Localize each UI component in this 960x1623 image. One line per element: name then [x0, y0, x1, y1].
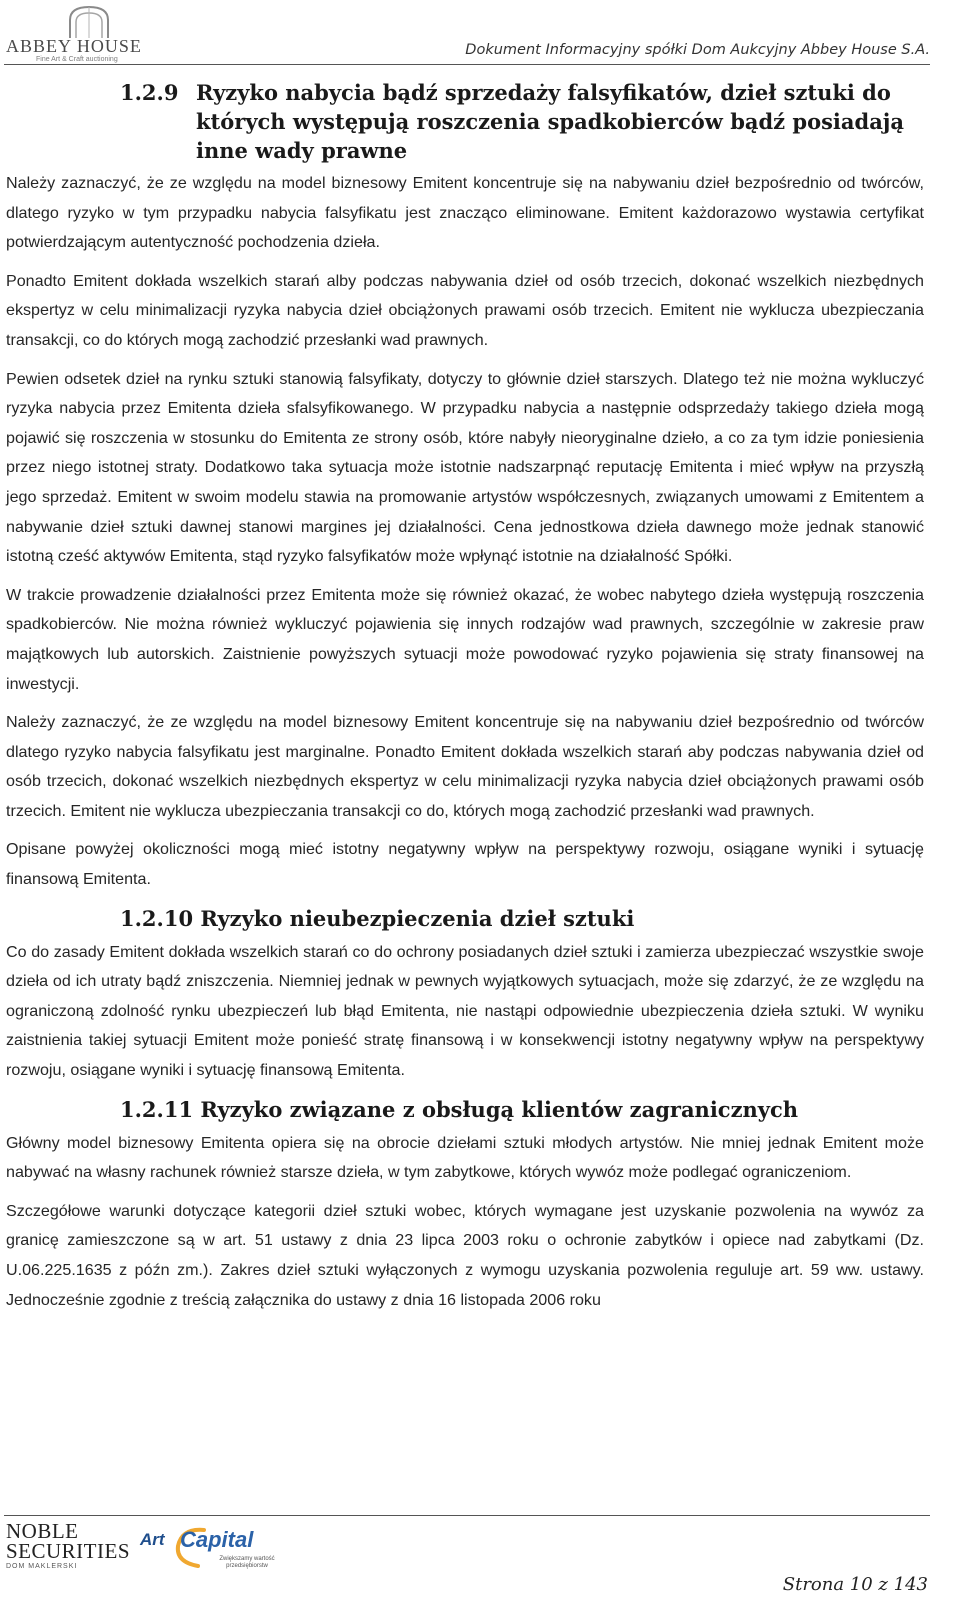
section-heading-1-2-11 — [6, 1095, 924, 1124]
logo-name: ABBEY HOUSE — [6, 36, 142, 56]
noble-securities-logo — [6, 1521, 136, 1585]
section-title: Ryzyko związane z obsługą klientów zagranicznych — [200, 1096, 799, 1122]
paragraph: Główny model biznesowy Emitenta opiera się na obrocie dziełami sztuki młodych artystów. Nie mniej jednak Emitent może nabywać na własny rachunek również starsze dzieła, w tym zabytkowe, których wywóz może podlegać ograniczeniom. — [6, 1133, 924, 1182]
noble-logo-line2: SECURITIES — [6, 1539, 131, 1563]
page-number: Strona 10 z 143 — [782, 1574, 928, 1595]
section-heading-1-2-10 — [6, 904, 924, 933]
section-number: 1.2.10 — [120, 905, 194, 931]
section-number: 1.2.11 — [120, 1096, 194, 1122]
paragraph: Pewien odsetek dzieł na rynku sztuki stanowią falsyfikaty, dotyczy to głównie dzieł starszych. Dlatego też nie można wykluczyć ryzyka nabycia przez Emitenta dzieła sfalsyfikowanego. W przypadku nabycia a następnie odsprzedaży takiego dzieła mogą pojawić się roszczenia w stosunku do Emitenta ze strony osób, które nabyły nieoryginalne dzieło, a co za tym idzie poniesienia przez niego istotnej straty. Dodatkowo taka sytuacja może istotnie nadszarpnąć reputację Emitenta i mieć wpływ na przyszłą jego sprzedaż. Emitent w swoim modelu stawia na promowanie artystów współczesnych, związanych umowami z Emitentem a nabywanie dzieł sztuki dawnej stanowi margines jej działalności. Cena jednostkowa dzieła dawnego może jednak stanowić istotną cześć aktywów Emitenta, stąd ryzyko falsyfikatów może wpłynąć istotnie na działalność Spółki. — [6, 369, 924, 566]
footer-divider — [4, 1515, 930, 1516]
paragraph: Należy zaznaczyć, że ze względu na model biznesowy Emitent koncentruje się na nabywaniu dzieł bezpośrednio od twórców dlatego ryzyko nabycia falsyfikatu jest marginalne. Ponadto Emitent dokłada wszelkich starań aby podczas nabywania dzieł od osób trzecich, dokonać wszelkich niezbędnych ekspertyz w celu minimalizacji ryzyka nabycia dzieł obciążonych prawami osób trzecich. Emitent nie wyklucza ubezpieczania transakcji co do, których mogą zachodzić przesłanki wad prawnych. — [6, 713, 924, 820]
section-title: Ryzyko nabycia bądź sprzedaży falsyfikatów, dzieł sztuki do których występują roszczenia spadkobierców bądź posiadają inne wady prawne — [196, 80, 905, 163]
art-word: Art — [140, 1530, 165, 1549]
arch-icon — [66, 4, 112, 38]
art-capital-tagline: Zwiększamy wartość przedsiębiorstw — [219, 1556, 275, 1569]
paragraph: Należy zaznaczyć, że ze względu na model biznesowy Emitent koncentruje się na nabywaniu dzieł bezpośrednio od twórców, dlatego ryzyko w tym przypadku nabycia falsyfikatu jest znacząco eliminowane. Emitent każdorazowo wystawia certyfikat potwierdzającym autentyczność pochodzenia dzieła. — [6, 174, 924, 252]
page-header — [0, 0, 960, 66]
section-heading-1-2-9 — [6, 78, 924, 165]
capital-word: Capital — [180, 1527, 254, 1552]
paragraph: Szczegółowe warunki dotyczące kategorii dzieł sztuki wobec, których wymagane jest uzyskanie pozwolenia na wywóz za granicę zamieszczone są w art. 51 ustawy z dnia 23 lipca 2003 roku o ochronie zabytków i opiece nad zabytkami (Dz. U.06.225.1635 z późn zm.). Zakres dzieł sztuki wyłączonych z wymogu uzyskania pozwolenia reguluje art. 59 ww. ustawy. Jednocześnie zgodnie z treścią załącznika do ustawy z dnia 16 listopada 2006 roku — [6, 1201, 924, 1309]
paragraph: W trakcie prowadzenie działalności przez Emitenta może się również okazać, że wobec nabytego dzieła występują roszczenia spadkobierców. Nie można również wykluczyć pojawienia się innych rodzajów wad prawnych, szczególnie w zakresie praw majątkowych lub autorskich. Zaistnienie powyższych sytuacji może powodować ryzyko pojawienia się straty finansowej na inwestycji. — [6, 585, 924, 693]
abbey-house-logo — [6, 4, 176, 62]
noble-logo-subtitle: DOM MAKLERSKI — [6, 1563, 78, 1570]
page-content — [6, 76, 924, 1324]
noble-logo-line1: NOBLE — [6, 1519, 79, 1543]
paragraph: Co do zasady Emitent dokłada wszelkich starań co do ochrony posiadanych dzieł sztuki i zamierza ubezpieczać wszystkie swoje dzieła od ich utraty bądź zniszczenia. Niemniej jednak w pewnych wyjątkowych sytuacjach, może się zdarzyć, że ze względu na ograniczoną zdolność rynku ubezpieczeń lub błąd Emitenta, nie nastąpi odpowiednie ubezpieczenia dzieła sztuki. W wyniku zaistnienia takiej sytuacji Emitent może ponieść stratę finansową i w konsekwencji istotny negatywny wpływ na perspektywy rozwoju, osiągane wyniki i sytuację finansową Emitenta. — [6, 942, 924, 1080]
document-title: Dokument Informacyjny spółki Dom Aukcyjny Abbey House S.A. — [465, 42, 930, 58]
header-divider — [4, 64, 930, 65]
paragraph: Ponadto Emitent dokłada wszelkich starań alby podczas nabywania dzieł od osób trzecich, dokonać wszelkich niezbędnych ekspertyz w celu minimalizacji ryzyka nabycia dzieł obciążonych prawami osób trzecich. Emitent nie wyklucza ubezpieczania transakcji, co do których mogą zachodzić przesłanki wad prawnych. — [6, 271, 924, 349]
section-title: Ryzyko nieubezpieczenia dzieł sztuki — [200, 905, 635, 931]
section-number: 1.2.9 — [120, 80, 179, 105]
art-capital-logo — [140, 1524, 280, 1584]
logo-tagline: Fine Art & Craft auctioning — [36, 56, 118, 63]
paragraph: Opisane powyżej okoliczności mogą mieć istotny negatywny wpływ na perspektywy rozwoju, osiągane wyniki i sytuację finansową Emitenta. — [6, 840, 924, 889]
